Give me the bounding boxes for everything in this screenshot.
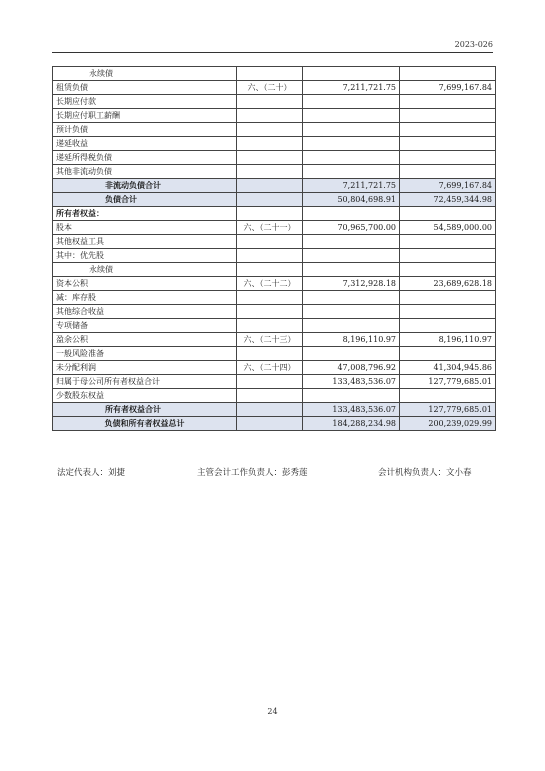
table-row bbox=[53, 333, 496, 347]
row-note: 六、（二十一） bbox=[237, 221, 303, 235]
row-label: 减：库存股 bbox=[53, 291, 237, 305]
row-label: 长期应付职工薪酬 bbox=[53, 109, 237, 123]
table-row bbox=[53, 193, 496, 207]
row-current-value bbox=[303, 235, 400, 249]
row-current-value: 50,804,698.91 bbox=[303, 193, 400, 207]
row-note bbox=[237, 137, 303, 151]
row-prior-value bbox=[400, 249, 496, 263]
row-note bbox=[237, 263, 303, 277]
row-label: 递延所得税负债 bbox=[53, 151, 237, 165]
row-note bbox=[237, 291, 303, 305]
row-note bbox=[237, 417, 303, 431]
document-code: 2023-026 bbox=[454, 40, 493, 49]
row-prior-value bbox=[400, 207, 496, 221]
table-row bbox=[53, 123, 496, 137]
row-prior-value: 72,459,344.98 bbox=[400, 193, 496, 207]
row-prior-value bbox=[400, 67, 496, 81]
row-label: 长期应付款 bbox=[53, 95, 237, 109]
row-label: 盈余公积 bbox=[53, 333, 237, 347]
row-prior-value: 127,779,685.01 bbox=[400, 375, 496, 389]
row-note bbox=[237, 67, 303, 81]
table-row bbox=[53, 221, 496, 235]
row-prior-value bbox=[400, 151, 496, 165]
table-row bbox=[53, 291, 496, 305]
row-prior-value bbox=[400, 263, 496, 277]
row-current-value: 133,483,536.07 bbox=[303, 375, 400, 389]
row-prior-value bbox=[400, 291, 496, 305]
row-prior-value: 8,196,110.97 bbox=[400, 333, 496, 347]
row-note bbox=[237, 347, 303, 361]
balance-sheet-table bbox=[52, 66, 496, 431]
row-prior-value bbox=[400, 123, 496, 137]
row-note: 六、（二十） bbox=[237, 81, 303, 95]
table-row bbox=[53, 417, 496, 431]
row-prior-value bbox=[400, 305, 496, 319]
row-current-value bbox=[303, 291, 400, 305]
row-current-value bbox=[303, 249, 400, 263]
row-label: 其他非流动负债 bbox=[53, 165, 237, 179]
row-current-value: 7,312,928.18 bbox=[303, 277, 400, 291]
table-row bbox=[53, 81, 496, 95]
row-prior-value bbox=[400, 235, 496, 249]
row-current-value bbox=[303, 347, 400, 361]
table-row bbox=[53, 389, 496, 403]
row-note bbox=[237, 151, 303, 165]
row-label: 其中：优先股 bbox=[53, 249, 237, 263]
row-note bbox=[237, 95, 303, 109]
table-row bbox=[53, 235, 496, 249]
balance-sheet-body bbox=[53, 67, 496, 431]
header-rule bbox=[52, 52, 493, 53]
row-prior-value: 127,779,685.01 bbox=[400, 403, 496, 417]
row-prior-value bbox=[400, 389, 496, 403]
table-row bbox=[53, 109, 496, 123]
row-prior-value bbox=[400, 95, 496, 109]
row-label: 归属于母公司所有者权益合计 bbox=[53, 375, 237, 389]
row-label: 其他综合收益 bbox=[53, 305, 237, 319]
row-note bbox=[237, 109, 303, 123]
row-label: 少数股东权益 bbox=[53, 389, 237, 403]
row-note bbox=[237, 389, 303, 403]
table-row bbox=[53, 137, 496, 151]
row-current-value: 47,008,796.92 bbox=[303, 361, 400, 375]
row-current-value: 184,288,234.98 bbox=[303, 417, 400, 431]
row-note: 六、（二十四） bbox=[237, 361, 303, 375]
row-current-value bbox=[303, 123, 400, 137]
row-note: 六、（二十三） bbox=[237, 333, 303, 347]
row-note bbox=[237, 123, 303, 137]
table-row bbox=[53, 403, 496, 417]
row-current-value: 133,483,536.07 bbox=[303, 403, 400, 417]
row-label: 一般风险准备 bbox=[53, 347, 237, 361]
row-prior-value: 54,589,000.00 bbox=[400, 221, 496, 235]
table-row bbox=[53, 263, 496, 277]
row-current-value bbox=[303, 95, 400, 109]
row-label: 租赁负债 bbox=[53, 81, 237, 95]
row-prior-value bbox=[400, 109, 496, 123]
row-prior-value bbox=[400, 319, 496, 333]
row-current-value: 7,211,721.75 bbox=[303, 81, 400, 95]
row-current-value bbox=[303, 263, 400, 277]
row-label: 所有者权益合计 bbox=[53, 403, 237, 417]
row-current-value bbox=[303, 319, 400, 333]
table-row bbox=[53, 249, 496, 263]
row-current-value bbox=[303, 165, 400, 179]
table-row bbox=[53, 277, 496, 291]
row-label: 非流动负债合计 bbox=[53, 179, 237, 193]
row-label: 专项储备 bbox=[53, 319, 237, 333]
row-note bbox=[237, 403, 303, 417]
legal-representative: 法定代表人：刘捷 bbox=[57, 468, 126, 478]
accounting-org-head: 会计机构负责人：文小春 bbox=[378, 468, 472, 478]
row-prior-value bbox=[400, 137, 496, 151]
row-current-value: 70,965,700.00 bbox=[303, 221, 400, 235]
table-row bbox=[53, 95, 496, 109]
row-label: 递延收益 bbox=[53, 137, 237, 151]
row-current-value bbox=[303, 305, 400, 319]
row-current-value: 8,196,110.97 bbox=[303, 333, 400, 347]
row-note bbox=[237, 235, 303, 249]
row-label: 资本公积 bbox=[53, 277, 237, 291]
row-current-value bbox=[303, 207, 400, 221]
row-note bbox=[237, 305, 303, 319]
row-current-value bbox=[303, 389, 400, 403]
row-label: 负债和所有者权益总计 bbox=[53, 417, 237, 431]
row-note bbox=[237, 319, 303, 333]
row-prior-value: 23,689,628.18 bbox=[400, 277, 496, 291]
row-current-value bbox=[303, 151, 400, 165]
row-label: 预计负债 bbox=[53, 123, 237, 137]
table-row bbox=[53, 347, 496, 361]
row-prior-value: 7,699,167.84 bbox=[400, 179, 496, 193]
row-prior-value: 41,304,945.86 bbox=[400, 361, 496, 375]
page-number: 24 bbox=[267, 707, 278, 716]
row-current-value bbox=[303, 137, 400, 151]
table-row bbox=[53, 375, 496, 389]
row-prior-value bbox=[400, 165, 496, 179]
row-current-value: 7,211,721.75 bbox=[303, 179, 400, 193]
row-prior-value bbox=[400, 347, 496, 361]
row-label: 其他权益工具 bbox=[53, 235, 237, 249]
row-label: 永续债 bbox=[53, 67, 237, 81]
row-label: 所有者权益： bbox=[53, 207, 237, 221]
row-label: 永续债 bbox=[53, 263, 237, 277]
table-row bbox=[53, 319, 496, 333]
row-note bbox=[237, 179, 303, 193]
row-note bbox=[237, 375, 303, 389]
table-row bbox=[53, 151, 496, 165]
row-label: 股本 bbox=[53, 221, 237, 235]
table-row bbox=[53, 361, 496, 375]
row-prior-value: 200,239,029.99 bbox=[400, 417, 496, 431]
row-label: 未分配利润 bbox=[53, 361, 237, 375]
table-row bbox=[53, 67, 496, 81]
row-label: 负债合计 bbox=[53, 193, 237, 207]
accounting-head: 主管会计工作负责人：彭秀莲 bbox=[197, 468, 308, 478]
row-note bbox=[237, 165, 303, 179]
row-prior-value: 7,699,167.84 bbox=[400, 81, 496, 95]
table-row bbox=[53, 179, 496, 193]
row-note: 六、（二十二） bbox=[237, 277, 303, 291]
table-row bbox=[53, 207, 496, 221]
table-row bbox=[53, 305, 496, 319]
row-note bbox=[237, 193, 303, 207]
row-current-value bbox=[303, 109, 400, 123]
row-note bbox=[237, 249, 303, 263]
row-note bbox=[237, 207, 303, 221]
table-row bbox=[53, 165, 496, 179]
row-current-value bbox=[303, 67, 400, 81]
